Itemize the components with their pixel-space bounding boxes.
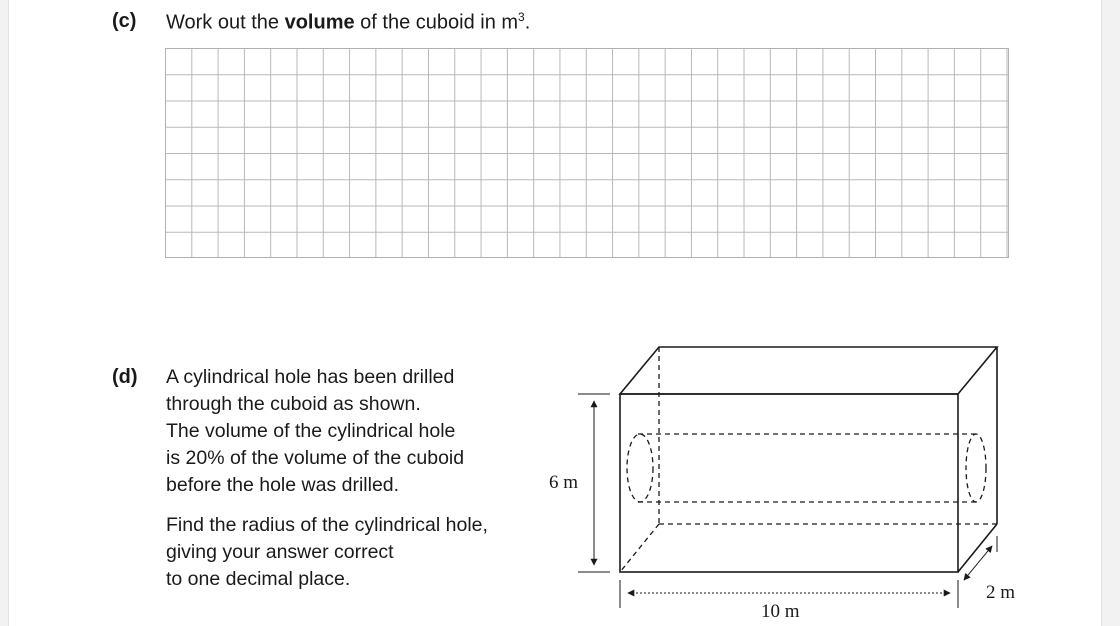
answer-grid[interactable]: [165, 48, 1009, 258]
height-dimension: [578, 394, 610, 572]
question-d-line: to one decimal place.: [166, 568, 351, 590]
question-d-line: before the hole was drilled.: [166, 474, 400, 496]
right-bottom-depth-edge: [958, 524, 997, 572]
question-d-line: giving your answer correct: [166, 541, 394, 563]
question-d-line: is 20% of the volume of the cuboid: [166, 447, 465, 469]
question-c-text-end: .: [524, 11, 531, 34]
question-c-bold-word: volume: [284, 11, 355, 34]
question-c-label: (c): [112, 10, 137, 32]
question-d-line: A cylindrical hole has been drilled: [166, 366, 455, 388]
question-c-text-start: Work out the: [166, 11, 285, 34]
length-label: 10 m: [761, 601, 800, 622]
top-face: [620, 347, 997, 394]
cuboid-diagram: [540, 330, 1020, 626]
question-d-paragraph-1: [166, 364, 546, 499]
cylinder-back-ellipse: [966, 434, 986, 502]
question-d-line: The volume of the cylindrical hole: [166, 420, 456, 442]
question-d-paragraph-2: [166, 512, 546, 593]
question-d-line: Find the radius of the cylindrical hole,: [166, 514, 488, 536]
question-c-text-units: of the cuboid in m: [354, 11, 519, 34]
question-c-superscript: 3: [518, 10, 525, 24]
visible-edges: [620, 347, 997, 572]
question-d-label: (d): [112, 366, 138, 388]
depth-label: 2 m: [986, 582, 1016, 603]
height-label: 6 m: [549, 472, 579, 493]
question-d-line: through the cuboid as shown.: [166, 393, 421, 415]
hidden-depth-edge: [620, 524, 659, 572]
question-c-text: [166, 10, 530, 35]
front-face: [620, 394, 958, 572]
hidden-edges: [620, 347, 997, 572]
cylinder-front-ellipse: [627, 434, 653, 502]
